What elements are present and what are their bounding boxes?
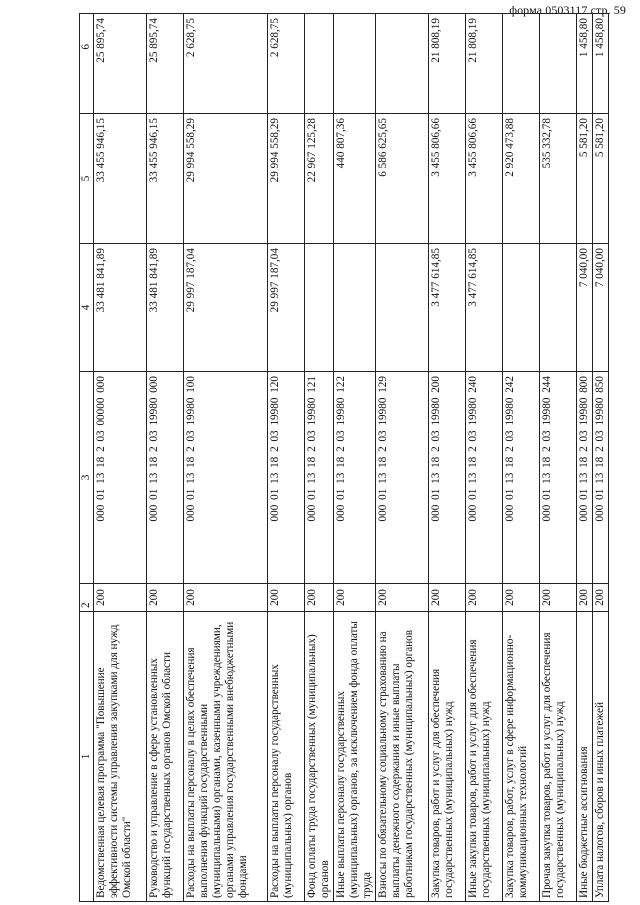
table-row	[540, 14, 577, 902]
table-row	[334, 14, 376, 902]
row-classification-code: 000 01 13 18 2 03 19980 850	[593, 372, 609, 584]
row-unexecuted-amount: 21 808,19	[429, 14, 466, 114]
row-classification-code: 000 01 13 18 2 03 19980 240	[466, 372, 503, 584]
row-approved-amount	[376, 244, 429, 372]
row-name: Ведомственная целевая программа "Повышение эффективности системы управления закупками для нужд Омской области"	[94, 612, 147, 902]
table-row	[184, 14, 268, 902]
row-executed-amount: 3 455 806,66	[466, 114, 503, 244]
row-name: Уплата налогов, сборов и иных платежей	[593, 612, 609, 902]
row-unexecuted-amount: 1 458,80	[577, 14, 593, 114]
row-unexecuted-amount	[376, 14, 429, 114]
row-approved-amount: 7 040,00	[577, 244, 593, 372]
row-approved-amount	[540, 244, 577, 372]
row-name: Закупка товаров, работ, услуг в сфере информационно-коммуникационных технологий	[503, 612, 540, 902]
row-executed-amount: 535 332,78	[540, 114, 577, 244]
table-body	[80, 14, 609, 902]
row-classification-code: 000 01 13 18 2 03 19980 122	[334, 372, 376, 584]
row-approved-amount: 29 997 187,04	[184, 244, 268, 372]
row-approved-amount	[334, 244, 376, 372]
row-classification-code: 000 01 13 18 2 03 19980 242	[503, 372, 540, 584]
row-line-code: 200	[466, 584, 503, 612]
table-row	[268, 14, 305, 902]
row-unexecuted-amount	[334, 14, 376, 114]
row-line-code: 200	[503, 584, 540, 612]
column-number-row	[80, 14, 94, 902]
row-name: Расходы на выплаты персоналу в целях обеспечения выполнения функций государственными (муниципальными) органами, казенными учреждениями, органами управления государственными внебюджетными фондами	[184, 612, 268, 902]
expenditure-table	[79, 13, 609, 902]
column-number-3: 3	[80, 372, 94, 584]
row-unexecuted-amount: 1 458,80	[593, 14, 609, 114]
column-number-5: 5	[80, 114, 94, 244]
row-name: Закупка товаров, работ и услуг для обеспечения государственных (муниципальных) нужд	[429, 612, 466, 902]
row-classification-code: 000 01 13 18 2 03 19980 120	[268, 372, 305, 584]
row-unexecuted-amount	[503, 14, 540, 114]
column-number-1: 1	[80, 612, 94, 902]
column-number-6: 6	[80, 14, 94, 114]
row-executed-amount: 5 581,20	[577, 114, 593, 244]
row-name: Иные выплаты персоналу государственных (муниципальных) органов, за исключением фонда оплаты труда	[334, 612, 376, 902]
table-row	[577, 14, 593, 902]
table-row	[147, 14, 184, 902]
table-row	[593, 14, 609, 902]
row-executed-amount: 2 920 473,88	[503, 114, 540, 244]
row-name: Прочая закупка товаров, работ и услуг для обеспечения государственных (муниципальных) нужд	[540, 612, 577, 902]
row-approved-amount: 33 481 841,89	[94, 244, 147, 372]
row-approved-amount	[503, 244, 540, 372]
row-line-code: 200	[147, 584, 184, 612]
row-unexecuted-amount	[305, 14, 334, 114]
row-unexecuted-amount: 2 628,75	[184, 14, 268, 114]
row-approved-amount: 33 481 841,89	[147, 244, 184, 372]
column-number-2: 2	[80, 584, 94, 612]
row-unexecuted-amount: 25 895,74	[94, 14, 147, 114]
row-approved-amount: 7 040,00	[593, 244, 609, 372]
row-executed-amount: 22 967 125,28	[305, 114, 334, 244]
row-unexecuted-amount: 21 808,19	[466, 14, 503, 114]
row-executed-amount: 29 994 558,29	[184, 114, 268, 244]
row-classification-code: 000 01 13 18 2 03 19980 200	[429, 372, 466, 584]
row-unexecuted-amount	[540, 14, 577, 114]
row-line-code: 200	[593, 584, 609, 612]
row-classification-code: 000 01 13 18 2 03 19980 100	[184, 372, 268, 584]
row-line-code: 200	[540, 584, 577, 612]
row-executed-amount: 3 455 806,66	[429, 114, 466, 244]
row-line-code: 200	[334, 584, 376, 612]
table-row	[94, 14, 147, 902]
row-classification-code: 000 01 13 18 2 03 19980 244	[540, 372, 577, 584]
row-classification-code: 000 01 13 18 2 03 19980 129	[376, 372, 429, 584]
row-classification-code: 000 01 13 18 2 03 19980 121	[305, 372, 334, 584]
row-executed-amount: 5 581,20	[593, 114, 609, 244]
row-executed-amount: 29 994 558,29	[268, 114, 305, 244]
row-name: Расходы на выплаты персоналу государственных (муниципальных) органов	[268, 612, 305, 902]
row-name: Руководство и управление в сфере установленных функций государственных органов Омской области	[147, 612, 184, 902]
row-executed-amount: 33 455 946,15	[147, 114, 184, 244]
row-line-code: 200	[184, 584, 268, 612]
row-name: Фонд оплаты труда государственных (муниципальных) органов	[305, 612, 334, 902]
row-unexecuted-amount: 2 628,75	[268, 14, 305, 114]
row-executed-amount: 6 586 625,65	[376, 114, 429, 244]
row-executed-amount: 33 455 946,15	[94, 114, 147, 244]
row-approved-amount: 29 997 187,04	[268, 244, 305, 372]
row-line-code: 200	[429, 584, 466, 612]
row-line-code: 200	[577, 584, 593, 612]
row-approved-amount	[305, 244, 334, 372]
row-executed-amount: 440 807,36	[334, 114, 376, 244]
row-unexecuted-amount: 25 895,74	[147, 14, 184, 114]
row-classification-code: 000 01 13 18 2 03 19980 000	[147, 372, 184, 584]
row-name: Взносы по обязательному социальному страхованию на выплаты денежного содержания и иные выплаты работникам государственных (муниципальных) органов	[376, 612, 429, 902]
row-approved-amount: 3 477 614,85	[466, 244, 503, 372]
row-line-code: 200	[305, 584, 334, 612]
rotated-page	[79, 14, 609, 902]
row-name: Иные закупки товаров, работ и услуг для обеспечения государственных (муниципальных) нужд	[466, 612, 503, 902]
row-line-code: 200	[268, 584, 305, 612]
table-row	[429, 14, 466, 902]
row-line-code: 200	[94, 584, 147, 612]
table-row	[466, 14, 503, 902]
table-row	[503, 14, 540, 902]
form-label: форма 0503117 стр. 59	[509, 3, 626, 17]
table-row	[305, 14, 334, 902]
row-approved-amount: 3 477 614,85	[429, 244, 466, 372]
row-line-code: 200	[376, 584, 429, 612]
table-row	[376, 14, 429, 902]
row-classification-code: 000 01 13 18 2 03 19980 800	[577, 372, 593, 584]
row-name: Иные бюджетные ассигнования	[577, 612, 593, 902]
row-classification-code: 000 01 13 18 2 03 00000 000	[94, 372, 147, 584]
column-number-4: 4	[80, 244, 94, 372]
